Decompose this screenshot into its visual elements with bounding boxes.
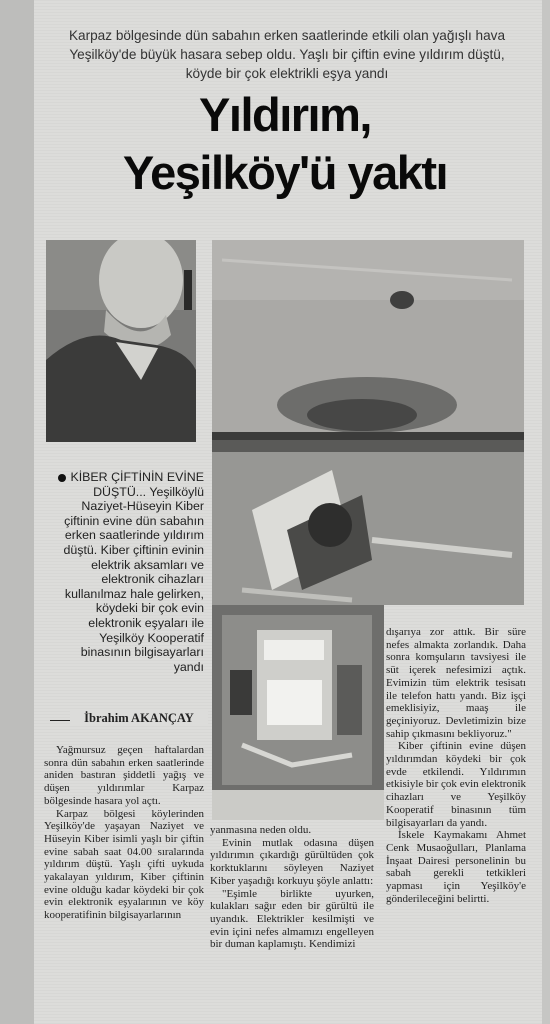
article-column-2	[210, 824, 374, 1014]
photo-electric-meter	[212, 605, 384, 820]
photo-burnt-wall-graphic	[212, 240, 524, 440]
column-3-paragraph: Kiber çiftinin evine düşen yıldırımdan köydeki bir çok evde etkilendi. Yıldırımın etkisiyle bir çok evin elektronik cihazları ve Yeşilköy Kooperatif binasının tüm bilgisayarları da yandı.	[386, 740, 526, 829]
column-1-paragraph: Yağmursuz geçen haftalardan sonra dün sabahın erken saatlerinde aniden bastıran şiddetli yağış ve düşen yıldırımlar Karpaz bölgesinde hasara yol açtı.	[44, 744, 204, 807]
article-subhead: Karpaz bölgesinde dün sabahın erken saatlerinde etkili olan yağışlı hava Yeşilköy'de büyük hasara sebep oldu. Yaşlı bir çiftin evine yıldırım düştü, köyde bir çok elektrikli eşya yandı	[68, 28, 506, 81]
column-3-paragraph: dışarıya zor attık. Bir süre nefes almakta zorlandık. Daha sonra komşuların tavsiyesi ile süt içerek nefesimizi açtık. Evimizin tüm elektrik tesisatı ile telefon hattı yandı. Biz işçi emeklisiyiz, maaş ile geçiniyoruz. Devletimizin bize sahip çıkmasını bekliyoruz."	[386, 626, 526, 740]
photo-melted-socket	[212, 440, 524, 605]
column-3-paragraph: İskele Kaymakamı Ahmet Cenk Musaoğulları, Planlama İnşaat Dairesi personelinin bu sabah gerekli tetkikleri yapması için Yeşilköy'e gönderileceğini belirtti.	[386, 829, 526, 905]
article-column-3	[386, 626, 526, 1014]
page-right-margin	[542, 0, 550, 1024]
photo-electric-meter-graphic	[212, 605, 384, 820]
photo-melted-socket-graphic	[212, 440, 524, 605]
page-left-margin	[0, 0, 34, 1024]
caption-lead: KİBER ÇİFTİNİN EVİNE DÜŞTÜ...	[70, 470, 204, 499]
article-headline	[50, 86, 520, 202]
headline-line-2: Yeşilköy'ü yaktı	[122, 146, 448, 199]
column-2-paragraph: Evinin mutlak odasına düşen yıldırımın çıkardığı gürültüden çok korktuklarını söyleyen Naziyet Kiber yaşadığı korkuyu şöyle anlattı:	[210, 836, 374, 887]
headline-line-1: Yıldırım,	[199, 88, 371, 141]
photo-burnt-wall	[212, 240, 524, 440]
photo-elderly-woman	[46, 240, 196, 442]
column-2-paragraph: "Eşimle birlikte uyurken, kulakları sağır eden bir gürültü ile uyandık. Elektrikler kesilmişti ve evin içini nefes almamızı engelleyen bir duman kaplamıştı. Kendimizi	[210, 887, 374, 951]
article-byline: İbrahim AKANÇAY	[70, 711, 208, 726]
caption-bullet-icon	[58, 474, 66, 482]
photo-elderly-woman-graphic	[46, 240, 196, 442]
column-1-paragraph: Karpaz bölgesi köylerinden Yeşilköy'de yaşayan Naziyet ve Hüseyin Kiber isimli yaşlı bir çiftin evine sabah saat 04.00 sıralarında yıldırım düştü. Yaşlı çifti uykuda yakalayan yıldırım, Kiber çiftinin evine olduğu kadar köydeki bir çok evin elektronik eşyalarının ve köy kooperatifinin bilgisayarlarının	[44, 807, 204, 922]
photo-caption	[56, 470, 204, 710]
column-2-paragraph: yanmasına neden oldu.	[210, 824, 312, 836]
article-column-1	[44, 744, 204, 1014]
caption-text: Yeşilköylü Naziyet-Hüseyin Kiber çiftinin evine dün sabahın erken saatlerinde yıldırım düştü. Kiber çiftinin evinin elektrik aksamları ve elektronik cihazları kullanılmaz hale gelirken, köydeki bir çok evin elektronik eşyaları ile Yeşilköy Kooperatif binasının bilgisayarları yandı	[63, 484, 204, 674]
